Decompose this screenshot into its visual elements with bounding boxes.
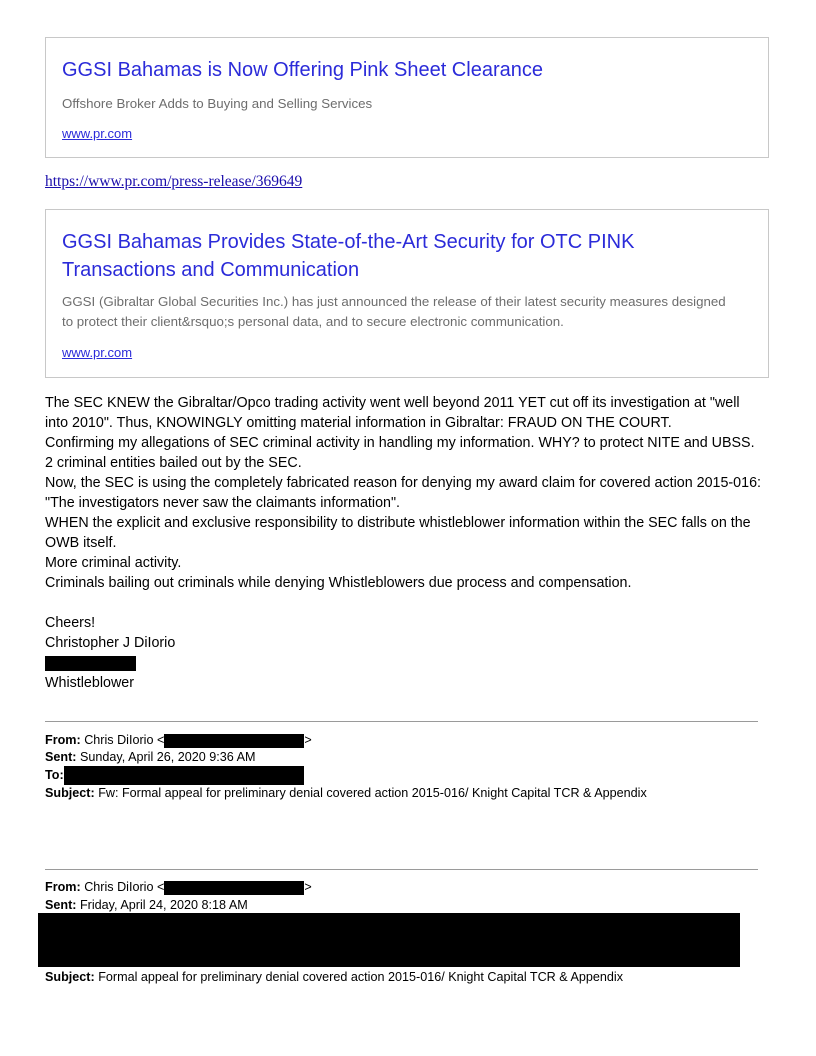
divider-1 <box>45 721 758 722</box>
redacted-email <box>164 734 304 748</box>
card-1-link[interactable]: www.pr.com <box>62 126 133 141</box>
subject-label: Subject: <box>45 970 95 984</box>
message-paragraph-1: The SEC KNEW the Gibraltar/Opco trading activity went well beyond 2011 YET cut off its investigation at "well into 2010". Thus, KNOWINGLY omitting material information in Gibraltar: FRAUD ON THE COURT. <box>45 395 740 431</box>
email-2-from <box>45 878 312 896</box>
email-1-from <box>45 731 312 749</box>
message-paragraph-2: Confirming my allegations of SEC criminal activity in handling my information. WHY? to protect NITE and UBSS. 2 criminal entities bailed out by the SEC. <box>45 435 755 471</box>
from-name: Chris DiIorio < <box>84 880 165 894</box>
link-preview-card-2[interactable] <box>45 209 769 378</box>
from-close: > <box>304 880 312 894</box>
message-paragraph-4: WHEN the explicit and exclusive responsibility to distribute whistleblower information within the SEC falls on the OWB itself. <box>45 515 751 551</box>
redacted-block <box>45 656 136 671</box>
press-release-url[interactable]: https://www.pr.com/press-release/369649 <box>45 173 303 190</box>
subject-text: Fw: Formal appeal for preliminary denial covered action 2015-016/ Knight Capital TCR & Appendix <box>98 786 647 800</box>
from-close: > <box>304 733 312 747</box>
divider-2 <box>45 869 758 870</box>
redacted-recipients <box>64 766 304 785</box>
from-label: From: <box>45 733 81 747</box>
redacted-recipients-block <box>38 913 740 967</box>
email-1-sent <box>45 748 255 766</box>
link-preview-card-1[interactable] <box>45 37 769 158</box>
card-1-description: Offshore Broker Adds to Buying and Selling Services <box>62 96 373 111</box>
from-name: Chris DiIorio < <box>84 733 165 747</box>
card-1-title[interactable]: GGSI Bahamas is Now Offering Pink Sheet Clearance <box>62 59 543 81</box>
sent-date: Friday, April 24, 2020 8:18 AM <box>79 898 248 912</box>
signature-greeting: Cheers! <box>45 615 96 631</box>
email-2-subject <box>45 968 623 986</box>
email-1-subject <box>45 784 647 802</box>
card-2-description: GGSI (Gibraltar Global Securities Inc.) has just announced the release of their latest security measures designed to protect their client&rsquo;s personal data, and to secure electronic communication. <box>62 294 726 329</box>
from-label: From: <box>45 880 81 894</box>
sent-label: Sent: <box>45 750 77 764</box>
message-paragraph-3: Now, the SEC is using the completely fabricated reason for denying my award claim for covered action 2015-016: "The investigators never saw the claimants information". <box>45 475 762 511</box>
subject-text: Formal appeal for preliminary denial covered action 2015-016/ Knight Capital TCR & Appendix <box>98 970 623 984</box>
signature-title: Whistleblower <box>45 675 134 691</box>
redacted-email <box>164 881 304 895</box>
subject-label: Subject: <box>45 786 95 800</box>
to-label: To: <box>45 768 64 782</box>
email-2-sent <box>45 896 248 914</box>
card-2-link[interactable]: www.pr.com <box>62 345 133 360</box>
email-1-to <box>45 766 304 785</box>
sent-date: Sunday, April 26, 2020 9:36 AM <box>79 750 256 764</box>
signature-name: Christopher J DiIorio <box>45 635 176 651</box>
sent-label: Sent: <box>45 898 77 912</box>
message-paragraph-6: Criminals bailing out criminals while denying Whistleblowers due process and compensation. <box>45 575 632 591</box>
message-paragraph-5: More criminal activity. <box>45 555 182 571</box>
card-2-title[interactable]: GGSI Bahamas Provides State-of-the-Art Security for OTC PINK Transactions and Communication <box>62 231 635 281</box>
